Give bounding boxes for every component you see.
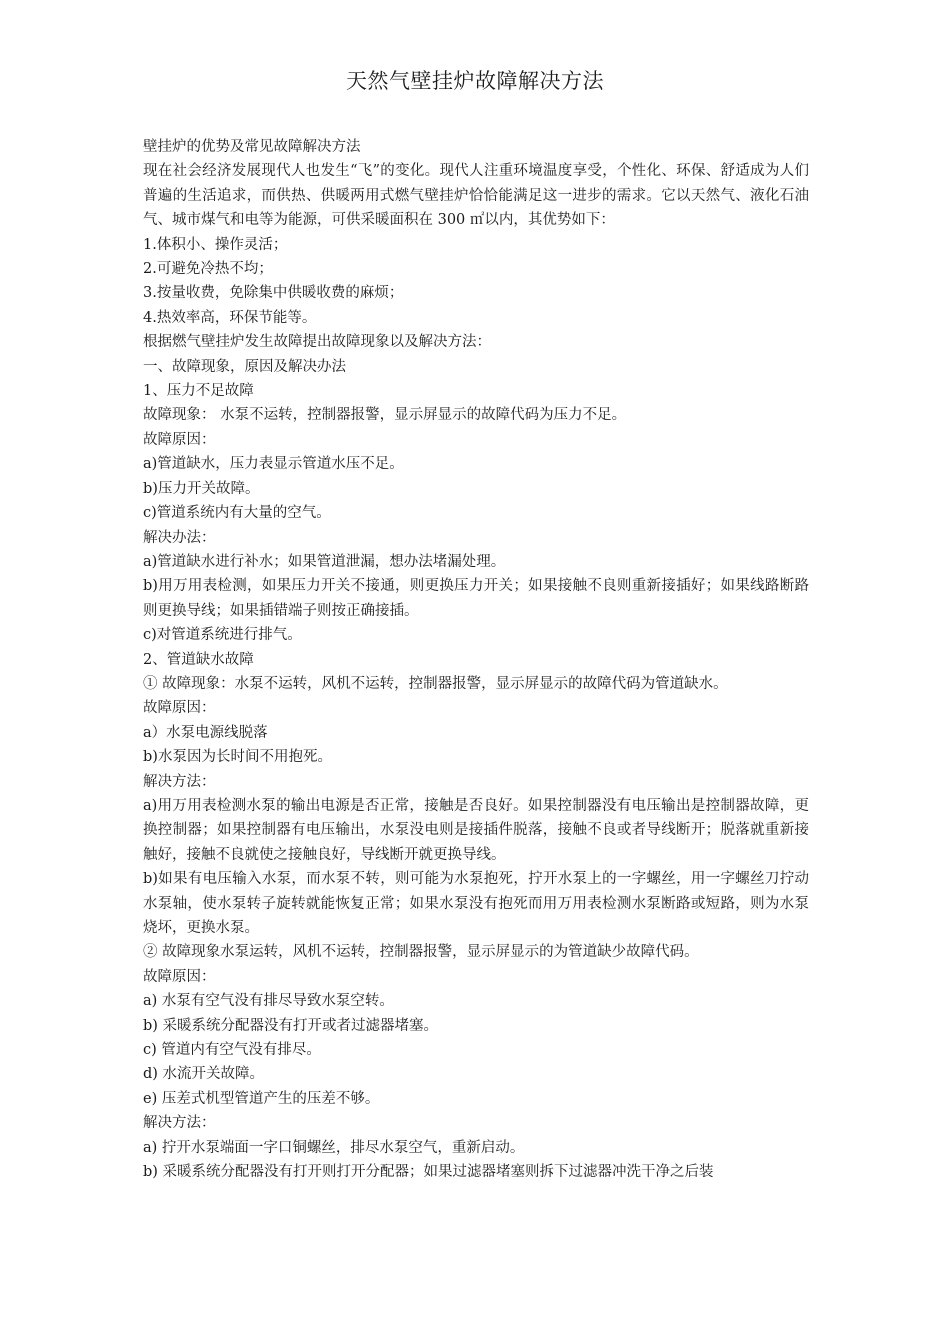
list-item: b)水泵因为长时间不用抱死。 [143, 749, 332, 766]
label-line: 故障原因： [143, 431, 216, 448]
list-item: b)压力开关故障。 [143, 480, 260, 497]
list-item: c)管道系统内有大量的空气。 [143, 505, 331, 522]
list-item: a)管道缺水，压力表显示管道水压不足。 [143, 456, 404, 473]
list-item: b)如果有电压输入水泵，而水泵不转，则可能为水泵抱死，拧开水泵上的一字螺丝，用一字螺丝刀拧动水泵轴，使水泵转子旋转就能恢复正常；如果水泵没有抱死而用万用表检测水泵断路或短路，则为水泵烧坏，更换水泵。 [143, 871, 809, 936]
advantage-item: 3.按量收费，免除集中供暖收费的麻烦； [143, 285, 404, 302]
list-item: d) 水流开关故障。 [143, 1066, 265, 1083]
advantage-item: 4.热效率高，环保节能等。 [143, 309, 317, 326]
document-body [143, 135, 809, 1184]
list-item: a)管道缺水进行补水；如果管道泄漏，想办法堵漏处理。 [143, 553, 506, 570]
list-item: a）水泵电源线脱落 [143, 724, 268, 741]
list-item: a) 拧开水泵端面一字口铜螺丝，排尽水泵空气，重新启动。 [143, 1139, 525, 1156]
label-line: 解决方法： [143, 1115, 216, 1132]
advantage-item: 2.可避免冷热不均； [143, 261, 273, 278]
list-item: a)用万用表检测水泵的输出电源是否正常，接触是否良好。如果控制器没有电压输出是控制器故障，更换控制器；如果控制器有电压输出，水泵没电则是接插件脱落，接触不良或者导线断开；脱落就重新接触好，接触不良就使之接触良好，导线断开就更换导线。 [143, 797, 809, 863]
fault-symptom: ② 故障现象水泵运转，风机不运转，控制器报警，显示屏显示的为管道缺少故障代码。 [143, 944, 699, 961]
list-item: c) 管道内有空气没有排尽。 [143, 1042, 321, 1059]
label-line: 解决方法： [143, 773, 216, 790]
subsection-heading: 1、压力不足故障 [143, 383, 254, 400]
subsection-heading: 2、管道缺水故障 [143, 651, 254, 668]
section-heading: 壁挂炉的优势及常见故障解决方法 [143, 139, 361, 155]
label-line: 解决办法： [143, 529, 216, 546]
fault-symptom: ① 故障现象：水泵不运转，风机不运转，控制器报警，显示屏显示的故障代码为管道缺水。 [143, 675, 728, 692]
fault-symptom: 故障现象： 水泵不运转，控制器报警，显示屏显示的故障代码为压力不足。 [143, 407, 627, 424]
label-line: 故障原因： [143, 968, 216, 985]
document-title: 天然气壁挂炉故障解决方法 [346, 69, 604, 93]
advantage-item: 1.体积小、操作灵活； [143, 236, 288, 253]
list-item: b) 采暖系统分配器没有打开或者过滤器堵塞。 [143, 1017, 439, 1034]
body-paragraph: 根据燃气壁挂炉发生故障提出故障现象以及解决方法： [143, 334, 491, 351]
list-item: b)用万用表检测，如果压力开关不接通，则更换压力开关；如果接触不良则重新接插好；如果线路断路则更换导线；如果插错端子则按正确接插。 [143, 578, 809, 619]
list-item: c)对管道系统进行排气。 [143, 627, 302, 644]
list-item: e) 压差式机型管道产生的压差不够。 [143, 1090, 380, 1107]
section-heading: 一、故障现象，原因及解决办法 [143, 358, 346, 375]
list-item: b) 采暖系统分配器没有打开则打开分配器；如果过滤器堵塞则拆下过滤器冲洗干净之后装 [143, 1164, 714, 1181]
list-item: a) 水泵有空气没有排尽导致水泵空转。 [143, 993, 394, 1010]
intro-paragraph: 现在社会经济发展现代人也发生“飞”的变化。现代人注重环境温度享受，个性化、环保、舒适成为人们普遍的生活追求，而供热、供暖两用式燃气壁挂炉恰恰能满足这一进步的需求。它以天然气、液化石油气、城市煤气和电等为能源，可供采暖面积在 300 ㎡以内，其优势如下： [143, 163, 809, 229]
label-line: 故障原因： [143, 700, 216, 717]
